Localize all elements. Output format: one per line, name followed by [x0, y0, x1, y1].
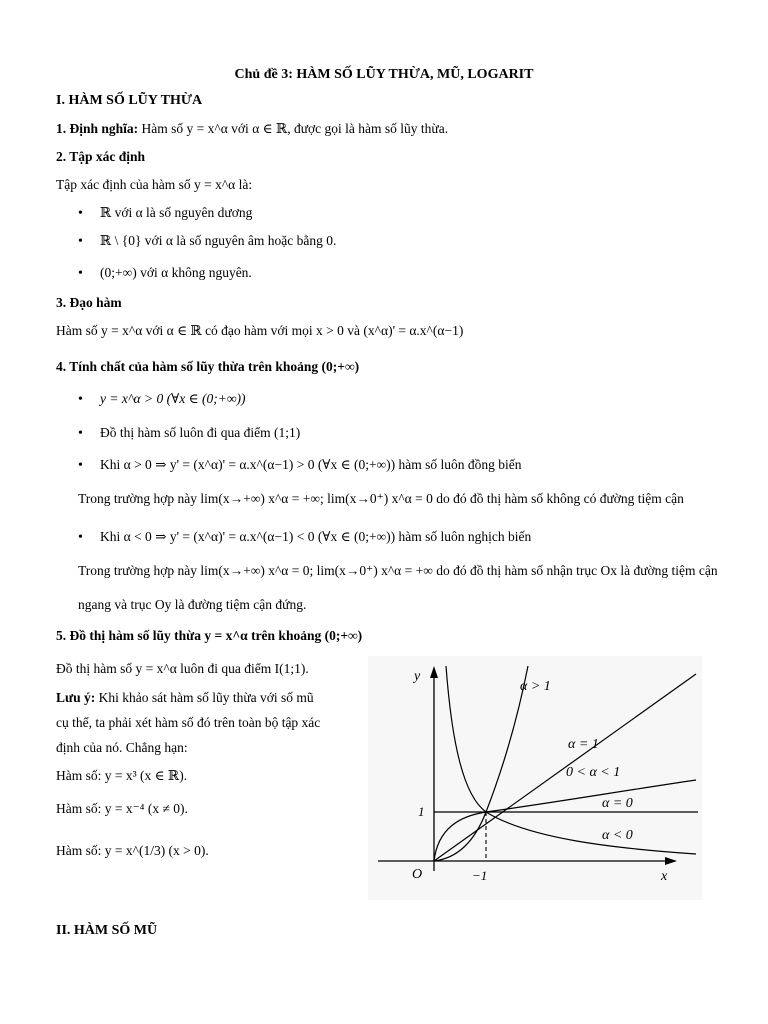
note-line: Lưu ý: Khi khảo sát hàm số lũy thừa với số mũ	[56, 690, 314, 705]
x-tick-label: −1	[472, 868, 488, 883]
property-note: Trong trường hợp này lim(x→+∞) x^α = 0; lim(x→0⁺) x^α = +∞ do đó đồ thị hàm số nhận trục Ox là đường tiệm cận	[78, 563, 718, 578]
bullet-icon: •	[78, 234, 83, 249]
y-axis-label: y	[414, 669, 421, 684]
domain-item: • ℝ \ {0} với α là số nguyên âm hoặc bằng 0.	[78, 233, 337, 249]
bullet-icon: •	[78, 530, 83, 545]
graph-heading: 5. Đồ thị hàm số lũy thừa y = x^α trên khoảng (0;+∞)	[56, 628, 363, 643]
definition-label: 1. Định nghĩa:	[56, 121, 139, 136]
page-title: Chủ đề 3: HÀM SỐ LŨY THỪA, MŨ, LOGARIT	[234, 67, 534, 82]
note-label: Lưu ý:	[56, 690, 96, 705]
definition-text: Hàm số y = x^α với α ∈ ℝ, được gọi là hàm số lũy thừa.	[138, 121, 449, 136]
derivative-text: Hàm số y = x^α với α ∈ ℝ có đạo hàm với mọi x > 0 và (x^α)' = α.x^(α−1)	[56, 323, 464, 338]
example-line: Hàm số: y = x⁻⁴ (x ≠ 0).	[56, 801, 188, 816]
property-item: • Khi α > 0 ⇒ y' = (x^α)' = α.x^(α−1) > 0 (∀x ∈ (0;+∞)) hàm số luôn đồng biến	[78, 457, 522, 473]
bullet-icon: •	[78, 206, 83, 221]
label-alpha-between: 0 < α < 1	[566, 765, 621, 780]
domain-item: • ℝ với α là số nguyên dương	[78, 205, 253, 221]
properties-heading: 4. Tính chất của hàm số lũy thừa trên khoảng (0;+∞)	[56, 359, 360, 374]
property-item: • Khi α < 0 ⇒ y' = (x^α)' = α.x^(α−1) < 0 (∀x ∈ (0;+∞)) hàm số luôn nghịch biến	[78, 529, 532, 545]
bullet-icon: •	[78, 266, 83, 281]
example-line: Hàm số: y = x³ (x ∈ ℝ).	[56, 768, 188, 783]
label-alpha-one: α = 1	[568, 737, 599, 752]
graph-intro: Đồ thị hàm số y = x^α luôn đi qua điểm I(1;1).	[56, 661, 309, 676]
property-item: • y = x^α > 0 (∀x ∈ (0;+∞))	[78, 391, 246, 407]
note-line: định của nó. Chẳng hạn:	[56, 740, 188, 755]
label-alpha-negative: α < 0	[602, 828, 633, 843]
note-line: cụ thể, ta phải xét hàm số đó trên toàn bộ tập xác	[56, 715, 321, 730]
power-function-graph	[368, 656, 702, 900]
bullet-icon: •	[78, 392, 83, 407]
label-alpha-zero: α = 0	[602, 796, 633, 811]
section-heading-power-function: I. HÀM SỐ LŨY THỪA	[56, 93, 203, 108]
property-item: • Đồ thị hàm số luôn đi qua điểm (1;1)	[78, 425, 301, 441]
y-tick-label: 1	[418, 804, 425, 819]
definition-paragraph	[56, 120, 448, 138]
domain-heading: 2. Tập xác định	[56, 149, 146, 164]
domain-item: • (0;+∞) với α không nguyên.	[78, 265, 252, 281]
x-axis-label: x	[661, 869, 668, 884]
section-heading-exponential: II. HÀM SỐ MŨ	[56, 923, 158, 938]
derivative-heading: 3. Đạo hàm	[56, 295, 122, 310]
origin-label: O	[412, 867, 423, 882]
bullet-icon: •	[78, 458, 83, 473]
domain-intro: Tập xác định của hàm số y = x^α là:	[56, 177, 253, 192]
bullet-icon: •	[78, 426, 83, 441]
label-alpha-greater-one: α > 1	[520, 679, 551, 694]
property-note: ngang và trục Oy là đường tiệm cận đứng.	[78, 597, 307, 612]
example-line: Hàm số: y = x^(1/3) (x > 0).	[56, 843, 209, 858]
property-note: Trong trường hợp này lim(x→+∞) x^α = +∞; lim(x→0⁺) x^α = 0 do đó đồ thị hàm số không có đường tiệm cận	[78, 491, 684, 506]
